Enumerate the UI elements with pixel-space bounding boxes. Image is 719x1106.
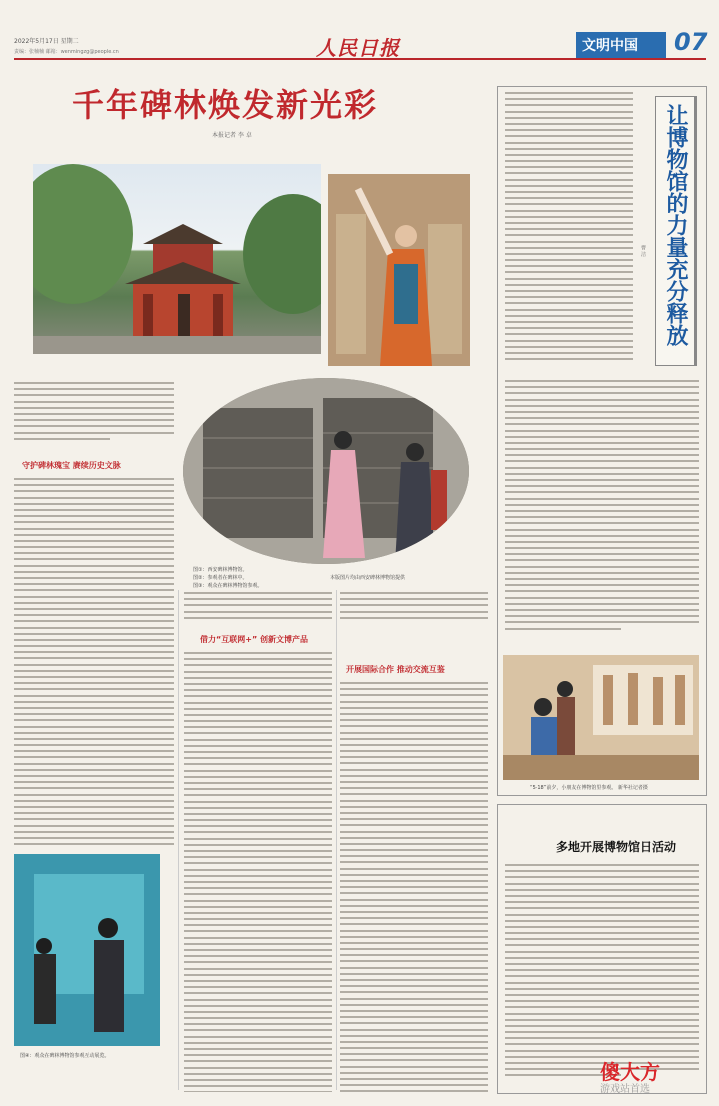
- article-byline: 本报记者 李 卓: [212, 132, 252, 139]
- interactive-exhibit-photo: [14, 854, 160, 1046]
- pavilion-photo: [33, 164, 321, 354]
- commentary-title: 让博物馆的力量充分释放: [663, 104, 689, 346]
- subhead-2: 借力“互联网+” 创新文博产品: [200, 635, 309, 644]
- news-title: 多地开展博物馆日活动: [556, 840, 677, 854]
- performer-photo: [328, 174, 470, 366]
- subhead-3: 开展国际合作 推动交流互鉴: [346, 665, 445, 674]
- column-rule-2: [336, 590, 337, 1090]
- middle-column-text-a: [184, 592, 332, 626]
- photo-caption-2: 图②：参观者在碑林中。: [193, 575, 248, 581]
- masthead: [14, 30, 706, 60]
- pavilion-illustration: [33, 164, 321, 354]
- subhead-1: 守护碑林瑰宝 赓续历史文脉: [22, 461, 121, 470]
- sidebar-photo-caption: “5·18”前夕，小朋友在博物馆里参观。 新华社记者摄: [530, 785, 648, 791]
- watermark-logo: 傻大方: [600, 1060, 660, 1084]
- page-number: 07: [674, 28, 708, 56]
- bottom-photo-caption: 图④：观众在碑林博物馆参观互动展览。: [20, 1053, 110, 1059]
- child-museum-photo: [503, 655, 699, 780]
- child-museum-illustration: [503, 655, 699, 780]
- left-column-text: [14, 478, 174, 846]
- photo-caption-1: 图①：西安碑林博物馆。: [193, 567, 248, 573]
- stele-visitors-photo: [183, 378, 469, 564]
- photo-caption-3: 图③：观众在碑林博物馆参观。: [193, 583, 263, 589]
- intro-text: [14, 382, 174, 446]
- commentary-text-top: [505, 92, 633, 372]
- right-article-text-b: [340, 682, 488, 1092]
- stele-visitors-illustration: [183, 378, 469, 564]
- news-text: [505, 864, 699, 1088]
- newspaper-logo: 人民日报: [316, 36, 400, 60]
- issue-date: 2022年5月17日 星期二: [14, 38, 79, 45]
- interactive-exhibit-illustration: [14, 854, 160, 1046]
- commentary-author: 曹 洁: [640, 245, 646, 257]
- section-label: 文明中国: [576, 32, 666, 58]
- commentary-text-bottom: [505, 380, 699, 648]
- middle-column-text-b: [184, 652, 332, 1092]
- right-article-text-a: [340, 592, 488, 626]
- column-rule-1: [178, 590, 179, 1090]
- article-headline: 千年碑林焕发新光彩: [72, 86, 379, 124]
- watermark-sub: 游戏站首选: [600, 1084, 650, 1095]
- photo-credit: 本版图片均由西安碑林博物馆提供: [330, 575, 406, 581]
- editor-info: 责编：张楠楠 邮箱：wenmingzg@people.cn: [14, 49, 119, 55]
- performer-illustration: [328, 174, 470, 366]
